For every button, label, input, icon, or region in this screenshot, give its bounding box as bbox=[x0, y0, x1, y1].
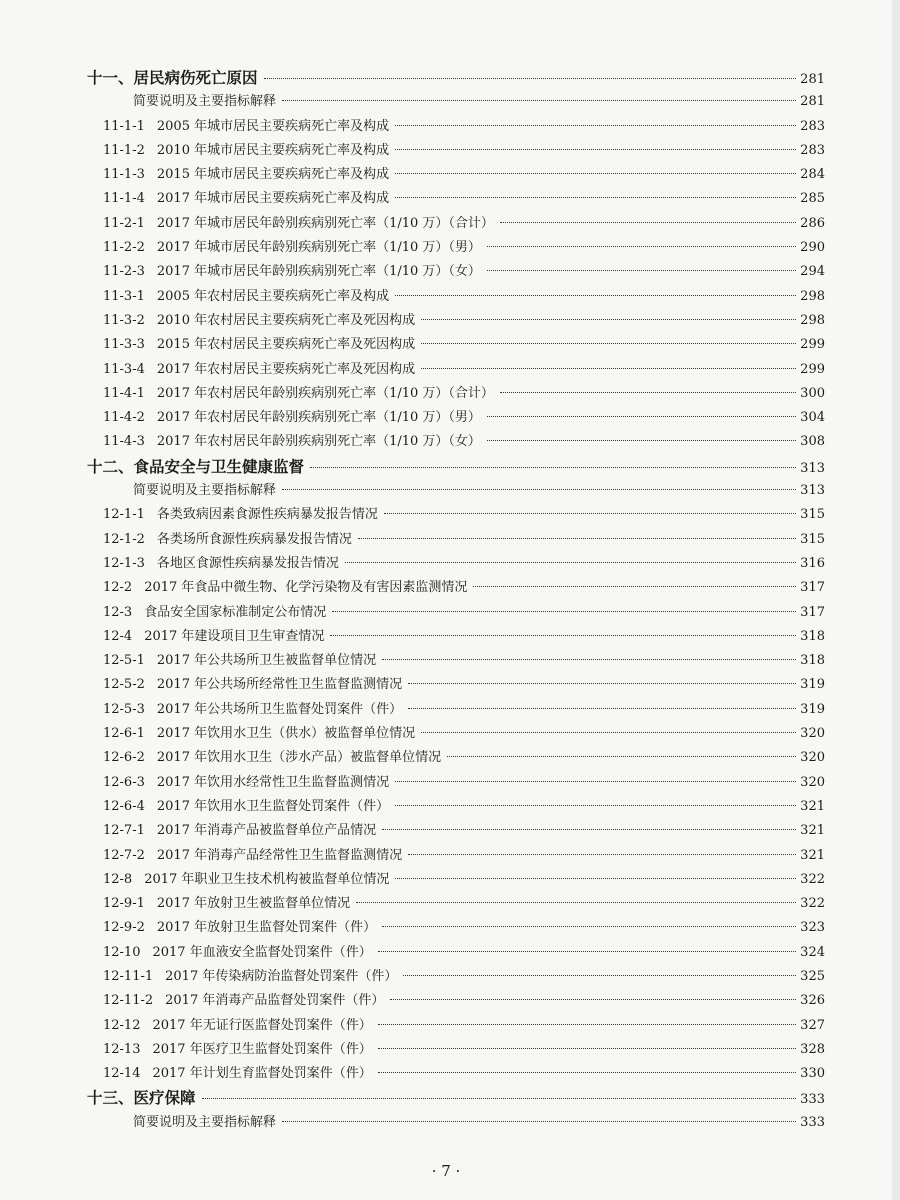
dot-leader bbox=[421, 343, 796, 344]
toc-entry-number: 12-1-1 bbox=[103, 507, 145, 523]
toc-page-number: 317 bbox=[800, 604, 825, 620]
toc-entry bbox=[85, 868, 825, 892]
toc-page-number: 308 bbox=[800, 434, 825, 450]
toc-entry bbox=[85, 601, 825, 625]
table-of-contents bbox=[85, 66, 825, 1135]
toc-entry-title: 2017 年农村居民年龄别疾病别死亡率（1/10 万）（男） bbox=[156, 410, 481, 426]
toc-entry-number: 11-4-1 bbox=[103, 385, 145, 401]
toc-entry-title: 2017 年饮用水卫生监督处罚案件（件） bbox=[156, 798, 390, 814]
toc-entry-title: 2015 年农村居民主要疾病死亡率及死因构成 bbox=[156, 337, 416, 353]
dot-leader bbox=[408, 708, 796, 709]
toc-entry-number: 11-2-3 bbox=[103, 264, 145, 280]
dot-leader bbox=[395, 125, 796, 126]
toc-entry-title: 各类致病因素食源性疾病暴发报告情况 bbox=[156, 507, 378, 523]
toc-entry-title: 2017 年消毒产品监督处罚案件（件） bbox=[165, 993, 385, 1009]
toc-entry-title: 2010 年城市居民主要疾病死亡率及构成 bbox=[156, 142, 390, 158]
toc-entry-number: 12-14 bbox=[103, 1066, 141, 1082]
dot-leader bbox=[421, 368, 796, 369]
toc-entry-title: 2017 年建设项目卫生审查情况 bbox=[144, 628, 325, 644]
toc-entry-title: 2017 年食品中微生物、化学污染物及有害因素监测情况 bbox=[144, 580, 468, 596]
toc-page-number: 313 bbox=[800, 483, 825, 499]
dot-leader bbox=[395, 878, 796, 879]
toc-page-number: 324 bbox=[800, 944, 825, 960]
toc-entry-number: 11-4-2 bbox=[103, 410, 145, 426]
toc-intro-entry bbox=[85, 479, 825, 503]
toc-page-number: 294 bbox=[800, 264, 825, 280]
toc-entry bbox=[85, 115, 825, 139]
dot-leader bbox=[487, 270, 796, 271]
dot-leader bbox=[408, 854, 796, 855]
toc-entry-title: 2010 年农村居民主要疾病死亡率及死因构成 bbox=[156, 312, 416, 328]
dot-leader bbox=[378, 1072, 796, 1073]
toc-entry-number: 12-5-1 bbox=[103, 653, 145, 669]
toc-entry-number: 11-3-3 bbox=[103, 337, 145, 353]
toc-entry-title: 2017 年无证行医监督处罚案件（件） bbox=[152, 1017, 372, 1033]
page-footer-number: · 7 · bbox=[431, 1162, 461, 1180]
toc-page-number: 315 bbox=[800, 507, 825, 523]
dot-leader bbox=[395, 805, 796, 806]
toc-page-number: 283 bbox=[800, 142, 825, 158]
toc-page-number: 321 bbox=[800, 823, 825, 839]
dot-leader bbox=[382, 926, 796, 927]
toc-entry-number: 12-7-1 bbox=[103, 823, 145, 839]
toc-page-number: 284 bbox=[800, 167, 825, 183]
toc-page-number: 313 bbox=[800, 460, 825, 476]
toc-entry-number: 12-7-2 bbox=[103, 847, 145, 863]
dot-leader bbox=[487, 246, 796, 247]
dot-leader bbox=[395, 173, 796, 174]
toc-page-number: 283 bbox=[800, 118, 825, 134]
dot-leader bbox=[500, 392, 796, 393]
toc-entry-number: 12-11-1 bbox=[103, 968, 154, 984]
toc-entry-title: 2017 年农村居民年龄别疾病别死亡率（1/10 万）（女） bbox=[156, 434, 481, 450]
toc-entry-title: 2017 年消毒产品被监督单位产品情况 bbox=[156, 823, 377, 839]
toc-page-number: 315 bbox=[800, 531, 825, 547]
toc-entry bbox=[85, 722, 825, 746]
dot-leader bbox=[421, 319, 796, 320]
toc-entry-number: 11-3-1 bbox=[103, 288, 145, 304]
dot-leader bbox=[356, 902, 796, 903]
dot-leader bbox=[310, 467, 796, 468]
toc-entry bbox=[85, 285, 825, 309]
dot-leader bbox=[282, 489, 796, 490]
toc-entry-number: 12-3 bbox=[103, 604, 133, 620]
toc-entry-title: 2017 年放射卫生监督处罚案件（件） bbox=[156, 920, 377, 936]
toc-entry-title: 2005 年农村居民主要疾病死亡率及构成 bbox=[156, 288, 390, 304]
toc-entry bbox=[85, 892, 825, 916]
dot-leader bbox=[395, 197, 796, 198]
toc-entry-number: 12-13 bbox=[103, 1041, 141, 1057]
toc-entry-title: 2017 年城市居民主要疾病死亡率及构成 bbox=[156, 191, 390, 207]
toc-page-number: 299 bbox=[800, 361, 825, 377]
toc-entry-number: 12-5-3 bbox=[103, 701, 145, 717]
toc-entry bbox=[85, 358, 825, 382]
toc-entry bbox=[85, 771, 825, 795]
toc-entry bbox=[85, 212, 825, 236]
toc-entry bbox=[85, 746, 825, 770]
toc-entry bbox=[85, 989, 825, 1013]
toc-entry-number: 12-9-1 bbox=[103, 896, 145, 912]
toc-page-number: 316 bbox=[800, 555, 825, 571]
toc-page-number: 320 bbox=[800, 750, 825, 766]
dot-leader bbox=[487, 416, 796, 417]
toc-page-number: 321 bbox=[800, 798, 825, 814]
toc-entry bbox=[85, 503, 825, 527]
dot-leader bbox=[382, 659, 796, 660]
toc-entry-title: 2017 年公共场所卫生监督处罚案件（件） bbox=[156, 701, 403, 717]
toc-entry bbox=[85, 698, 825, 722]
toc-page-number: 300 bbox=[800, 385, 825, 401]
toc-page-number: 333 bbox=[800, 1114, 825, 1130]
toc-section-heading bbox=[85, 66, 825, 90]
dot-leader bbox=[378, 1024, 796, 1025]
toc-entry bbox=[85, 844, 825, 868]
toc-page-number: 320 bbox=[800, 774, 825, 790]
toc-page-number: 304 bbox=[800, 410, 825, 426]
dot-leader bbox=[395, 781, 796, 782]
toc-entry-title: 十三、医疗保障 bbox=[87, 1088, 196, 1108]
toc-entry-title: 简要说明及主要指标解释 bbox=[133, 483, 277, 499]
toc-entry-number: 11-3-4 bbox=[103, 361, 145, 377]
dot-leader bbox=[408, 683, 796, 684]
toc-entry-title: 2017 年消毒产品经常性卫生监督监测情况 bbox=[156, 847, 403, 863]
dot-leader bbox=[358, 538, 796, 539]
toc-entry-number: 12-11-2 bbox=[103, 993, 154, 1009]
toc-page-number: 326 bbox=[800, 993, 825, 1009]
toc-entry-number: 12-5-2 bbox=[103, 677, 145, 693]
dot-leader bbox=[282, 100, 796, 101]
toc-page-number: 290 bbox=[800, 240, 825, 256]
dot-leader bbox=[378, 1048, 796, 1049]
toc-entry bbox=[85, 187, 825, 211]
toc-page-number: 322 bbox=[800, 896, 825, 912]
dot-leader bbox=[282, 1121, 796, 1122]
toc-entry bbox=[85, 1014, 825, 1038]
dot-leader bbox=[330, 635, 796, 636]
toc-page-number: 325 bbox=[800, 968, 825, 984]
toc-entry-title: 2017 年放射卫生被监督单位情况 bbox=[156, 896, 351, 912]
toc-entry-title: 各类场所食源性疾病暴发报告情况 bbox=[156, 531, 352, 547]
dot-leader bbox=[382, 829, 796, 830]
toc-entry-number: 12-4 bbox=[103, 628, 133, 644]
toc-entry bbox=[85, 382, 825, 406]
toc-entry-number: 12-6-1 bbox=[103, 726, 145, 742]
toc-entry bbox=[85, 236, 825, 260]
toc-page-number: 281 bbox=[800, 94, 825, 110]
toc-entry-number: 11-2-1 bbox=[103, 215, 145, 231]
toc-entry bbox=[85, 1038, 825, 1062]
toc-entry-title: 2017 年计划生育监督处罚案件（件） bbox=[152, 1066, 372, 1082]
toc-page-number: 328 bbox=[800, 1041, 825, 1057]
toc-entry bbox=[85, 260, 825, 284]
toc-entry bbox=[85, 406, 825, 430]
toc-page-number: 323 bbox=[800, 920, 825, 936]
dot-leader bbox=[202, 1098, 796, 1099]
dot-leader bbox=[447, 756, 796, 757]
toc-page-number: 321 bbox=[800, 847, 825, 863]
toc-entry-title: 2017 年农村居民年龄别疾病别死亡率（1/10 万）（合计） bbox=[156, 385, 494, 401]
toc-entry bbox=[85, 941, 825, 965]
toc-entry-number: 12-6-4 bbox=[103, 798, 145, 814]
dot-leader bbox=[390, 999, 796, 1000]
toc-page-number: 286 bbox=[800, 215, 825, 231]
toc-page-number: 333 bbox=[800, 1092, 825, 1108]
toc-entry-number: 12-1-2 bbox=[103, 531, 145, 547]
toc-entry bbox=[85, 965, 825, 989]
toc-entry-title: 2017 年传染病防治监督处罚案件（件） bbox=[165, 968, 398, 984]
toc-page-number: 299 bbox=[800, 337, 825, 353]
toc-entry-title: 食品安全国家标准制定公布情况 bbox=[144, 604, 327, 620]
toc-entry bbox=[85, 625, 825, 649]
toc-page-number: 298 bbox=[800, 288, 825, 304]
dot-leader bbox=[332, 611, 796, 612]
toc-entry bbox=[85, 819, 825, 843]
toc-page-number: 281 bbox=[800, 72, 825, 87]
toc-entry-title: 2005 年城市居民主要疾病死亡率及构成 bbox=[156, 118, 390, 134]
dot-leader bbox=[395, 295, 796, 296]
toc-entry-title: 简要说明及主要指标解释 bbox=[133, 94, 277, 110]
toc-entry-number: 11-1-2 bbox=[103, 142, 145, 158]
toc-entry-title: 十一、居民病伤死亡原因 bbox=[87, 68, 258, 87]
toc-page-number: 318 bbox=[800, 653, 825, 669]
toc-page-number: 318 bbox=[800, 628, 825, 644]
toc-entry-number: 12-6-3 bbox=[103, 774, 145, 790]
toc-entry-number: 11-1-1 bbox=[103, 118, 145, 134]
toc-entry-title: 2017 年农村居民主要疾病死亡率及死因构成 bbox=[156, 361, 416, 377]
toc-entry-title: 简要说明及主要指标解释 bbox=[133, 1114, 277, 1130]
toc-page-number: 319 bbox=[800, 677, 825, 693]
toc-entry bbox=[85, 795, 825, 819]
dot-leader bbox=[264, 78, 796, 79]
dot-leader bbox=[395, 149, 796, 150]
toc-entry-title: 2017 年城市居民年龄别疾病别死亡率（1/10 万）（合计） bbox=[156, 215, 494, 231]
toc-page-number: 285 bbox=[800, 191, 825, 207]
dot-leader bbox=[403, 975, 796, 976]
toc-entry-number: 12-10 bbox=[103, 944, 141, 960]
dot-leader bbox=[500, 222, 796, 223]
dot-leader bbox=[487, 440, 796, 441]
toc-entry bbox=[85, 916, 825, 940]
toc-section-heading bbox=[85, 1086, 825, 1110]
toc-entry bbox=[85, 649, 825, 673]
toc-entry bbox=[85, 552, 825, 576]
toc-entry bbox=[85, 528, 825, 552]
toc-intro-entry bbox=[85, 90, 825, 114]
dot-leader bbox=[421, 732, 796, 733]
toc-entry bbox=[85, 1062, 825, 1086]
toc-entry-title: 2015 年城市居民主要疾病死亡率及构成 bbox=[156, 167, 390, 183]
toc-entry-number: 12-2 bbox=[103, 580, 133, 596]
toc-entry-number: 11-1-4 bbox=[103, 191, 145, 207]
toc-entry-number: 12-6-2 bbox=[103, 750, 145, 766]
toc-entry-title: 十二、食品安全与卫生健康监督 bbox=[87, 456, 305, 476]
toc-section-heading bbox=[85, 455, 825, 479]
toc-entry-number: 11-4-3 bbox=[103, 434, 145, 450]
toc-entry bbox=[85, 163, 825, 187]
toc-page-number: 327 bbox=[800, 1017, 825, 1033]
toc-entry-number: 12-8 bbox=[103, 871, 133, 887]
toc-entry-number: 12-1-3 bbox=[103, 555, 145, 571]
toc-entry-number: 11-3-2 bbox=[103, 312, 145, 328]
toc-entry bbox=[85, 430, 825, 454]
toc-page-number: 330 bbox=[800, 1066, 825, 1082]
toc-entry-title: 2017 年城市居民年龄别疾病别死亡率（1/10 万）（女） bbox=[156, 264, 481, 280]
toc-entry bbox=[85, 139, 825, 163]
toc-entry-title: 2017 年城市居民年龄别疾病别死亡率（1/10 万）（男） bbox=[156, 240, 481, 256]
dot-leader bbox=[378, 951, 796, 952]
toc-page-number: 298 bbox=[800, 312, 825, 328]
toc-entry-title: 2017 年饮用水经常性卫生监督监测情况 bbox=[156, 774, 390, 790]
toc-entry-title: 2017 年公共场所卫生被监督单位情况 bbox=[156, 653, 377, 669]
toc-page-number: 319 bbox=[800, 701, 825, 717]
toc-entry-title: 2017 年血液安全监督处罚案件（件） bbox=[152, 944, 372, 960]
toc-entry-title: 各地区食源性疾病暴发报告情况 bbox=[156, 555, 339, 571]
dot-leader bbox=[473, 586, 796, 587]
toc-entry-title: 2017 年公共场所经常性卫生监督监测情况 bbox=[156, 677, 403, 693]
toc-entry bbox=[85, 309, 825, 333]
toc-entry bbox=[85, 673, 825, 697]
toc-entry-number: 11-2-2 bbox=[103, 240, 145, 256]
toc-intro-entry bbox=[85, 1111, 825, 1135]
toc-entry-title: 2017 年饮用水卫生（供水）被监督单位情况 bbox=[156, 726, 416, 742]
toc-entry bbox=[85, 576, 825, 600]
toc-entry-number: 12-12 bbox=[103, 1017, 141, 1033]
dot-leader bbox=[384, 513, 796, 514]
toc-page-number: 320 bbox=[800, 726, 825, 742]
toc-entry-title: 2017 年饮用水卫生（涉水产品）被监督单位情况 bbox=[156, 750, 442, 766]
dot-leader bbox=[345, 562, 796, 563]
toc-page-number: 317 bbox=[800, 580, 825, 596]
toc-entry-title: 2017 年职业卫生技术机构被监督单位情况 bbox=[144, 871, 390, 887]
toc-entry-title: 2017 年医疗卫生监督处罚案件（件） bbox=[152, 1041, 372, 1057]
toc-entry-number: 12-9-2 bbox=[103, 920, 145, 936]
toc-entry-number: 11-1-3 bbox=[103, 167, 145, 183]
toc-entry bbox=[85, 333, 825, 357]
toc-page-number: 322 bbox=[800, 871, 825, 887]
